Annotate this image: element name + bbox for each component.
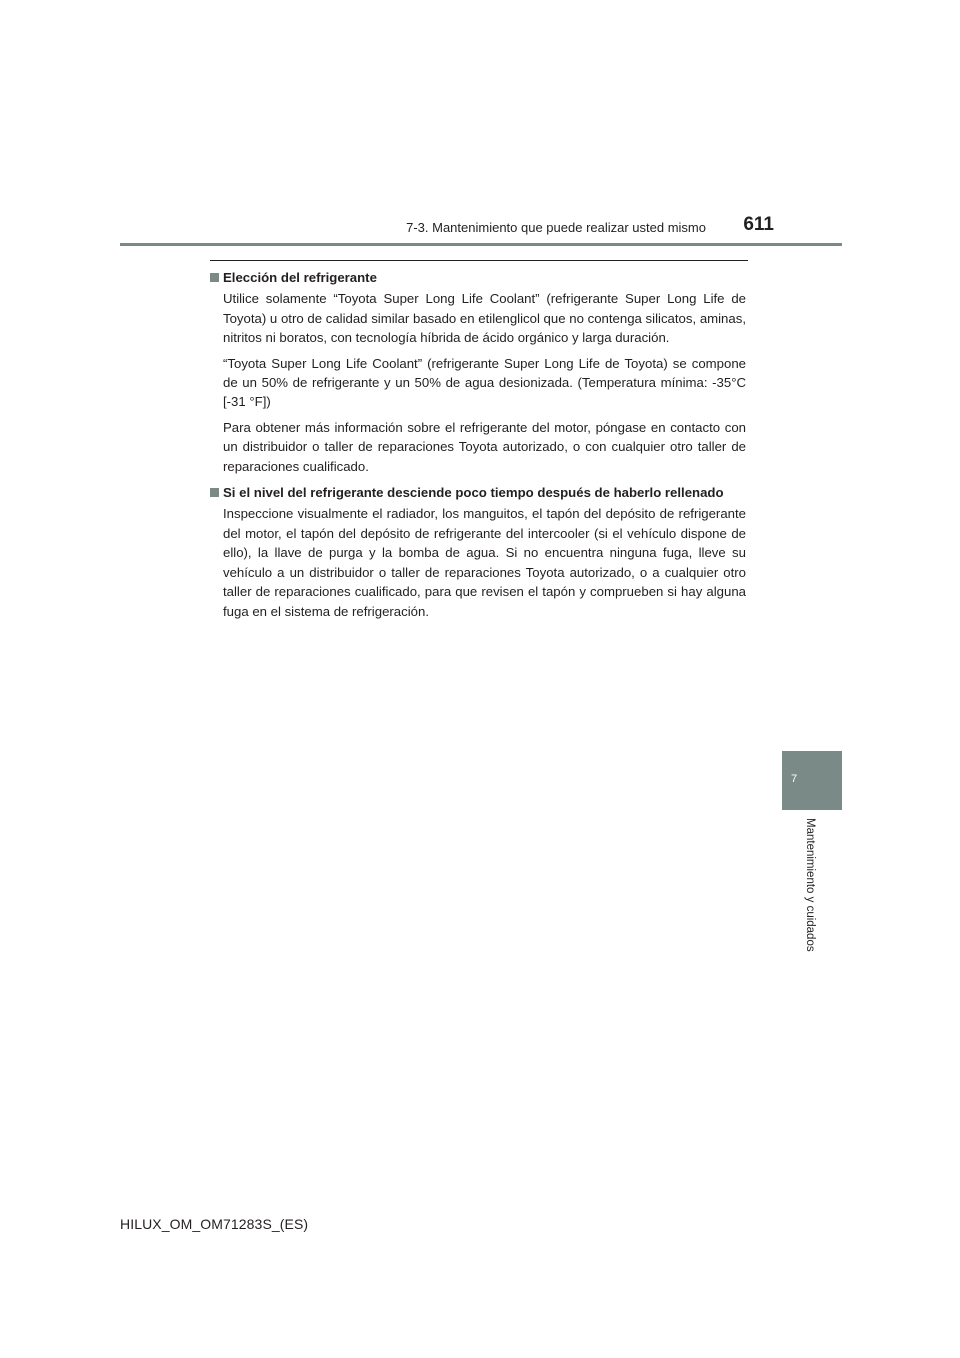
- section-heading: [210, 268, 746, 287]
- chapter-title: Mantenimiento y cuidados: [804, 818, 816, 952]
- section-heading-text: Elección del refrigerante: [223, 270, 377, 285]
- document-code: HILUX_OM_OM71283S_(ES): [120, 1216, 309, 1232]
- header-section-title: 7-3. Mantenimiento que puede realizar usted mismo: [406, 220, 706, 235]
- chapter-number: 7: [790, 773, 798, 785]
- square-bullet-icon: [210, 488, 219, 497]
- section-coolant-level-drop: [210, 483, 746, 621]
- section-coolant-choice: [210, 268, 746, 476]
- paragraph: Inspeccione visualmente el radiador, los manguitos, el tapón del depósito de refrigerante del motor, el tapón del depósito de refrigerante del intercooler (si el vehículo dispone de ello), la llave de purga y la bomba de agua. Si no encuentra ninguna fuga, lleve su vehículo a un distribuidor o taller de reparaciones Toyota autorizado, o a cualquier otro taller de reparaciones cualificado, para que revisen el tapón y comprueben si hay alguna fuga en el sistema de refrigeración.: [223, 506, 746, 619]
- paragraph: “Toyota Super Long Life Coolant” (refrigerante Super Long Life de Toyota) se compone de un 50% de refrigerante y un 50% de agua desionizada. (Temperatura mínima: -35°C [-31 °F]): [223, 355, 746, 410]
- paragraph: Para obtener más información sobre el refrigerante del motor, póngase en contacto con un distribuidor o taller de reparaciones Toyota autorizado, o con cualquier otro taller de reparaciones cualificado.: [223, 419, 746, 474]
- content-divider: [210, 260, 748, 261]
- section-heading: [210, 483, 746, 502]
- page-content: [210, 268, 746, 627]
- chapter-tab: [782, 751, 842, 810]
- paragraph: Utilice solamente “Toyota Super Long Life Coolant” (refrigerante Super Long Life de Toyota) u otro de calidad similar basado en etilenglicol que no contenga silicatos, aminas, nitritos ni boratos, con tecnología híbrida de ácido orgánico y larga duración.: [223, 291, 746, 346]
- header-divider: [120, 243, 842, 246]
- page-number: 611: [743, 214, 774, 235]
- section-heading-text: Si el nivel del refrigerante desciende poco tiempo después de haberlo rellenado: [223, 485, 724, 501]
- square-bullet-icon: [210, 273, 219, 282]
